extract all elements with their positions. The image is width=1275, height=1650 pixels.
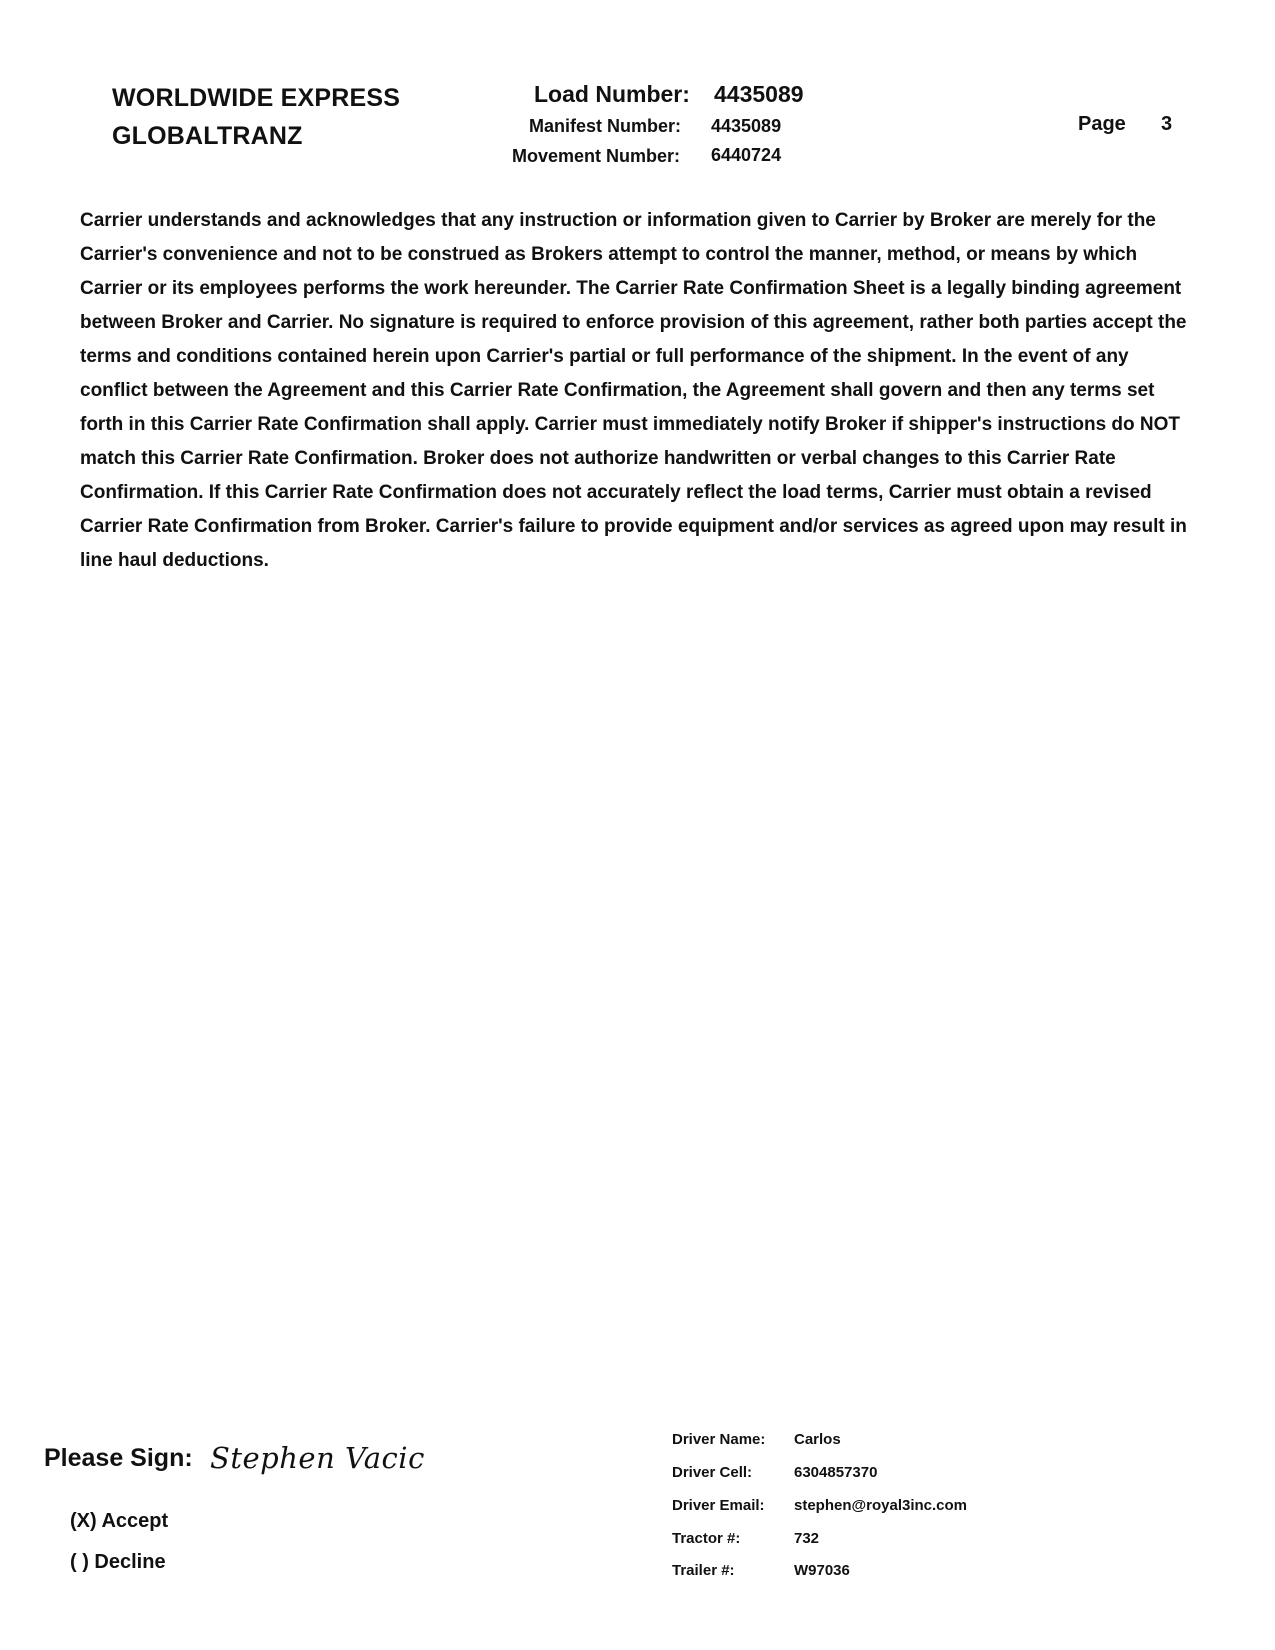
trailer-value: W97036 — [794, 1562, 850, 1579]
driver-email-value: stephen@royal3inc.com — [794, 1497, 968, 1514]
driver-cell-label: Driver Cell: — [672, 1464, 753, 1481]
manifest-number-label: Manifest Number: — [529, 116, 682, 136]
load-number-value: 4435089 — [714, 81, 804, 107]
company-name-line2: GLOBALTRANZ — [112, 122, 303, 150]
driver-cell-value: 6304857370 — [794, 1464, 878, 1481]
accept-option: (X) Accept — [70, 1510, 169, 1532]
movement-number-value: 6440724 — [711, 145, 782, 165]
driver-name-value: Carlos — [794, 1431, 841, 1448]
page-number: 3 — [1161, 113, 1173, 135]
terms-paragraph: Carrier understands and acknowledges that any instruction or information given to Carrier by Broker are merely for the Carrier's convenience and not to be construed as Brokers attempt to control the manner, method, or means by which Carrier or its employees performs the work hereunder. The Carrier Rate Confirmation Sheet is a legally binding agreement between Broker and Carrier. No signature is required to enforce provision of this agreement, rather both parties accept the terms and conditions contained herein upon Carrier's partial or full performance of the shipment. In the event of any conflict between the Agreement and this Carrier Rate Confirmation, the Agreement shall govern and then any terms set forth in this Carrier Rate Confirmation shall apply. Carrier must immediately notify Broker if shipper's instructions do NOT match this Carrier Rate Confirmation. Broker does not authorize handwritten or verbal changes to this Carrier Rate Confirmation. If this Carrier Rate Confirmation does not accurately reflect the load terms, Carrier must obtain a revised Carrier Rate Confirmation from Broker. Carrier's failure to provide equipment and/or services as agreed upon may result in line haul deductions. — [80, 210, 1187, 571]
tractor-value: 732 — [794, 1530, 820, 1547]
manifest-number-value: 4435089 — [711, 116, 782, 136]
driver-name-label: Driver Name: — [672, 1431, 766, 1448]
signature: Stephen Vacic — [210, 1441, 425, 1475]
trailer-label: Trailer #: — [672, 1562, 735, 1579]
load-number-label: Load Number: — [534, 81, 690, 107]
tractor-label: Tractor #: — [672, 1530, 741, 1547]
page-label: Page — [1078, 113, 1126, 135]
please-sign-label: Please Sign: — [44, 1444, 193, 1472]
decline-option: ( ) Decline — [70, 1551, 166, 1573]
movement-number-label: Movement Number: — [512, 146, 681, 166]
driver-email-label: Driver Email: — [672, 1497, 765, 1514]
company-name-line1: WORLDWIDE EXPRESS — [112, 84, 401, 112]
